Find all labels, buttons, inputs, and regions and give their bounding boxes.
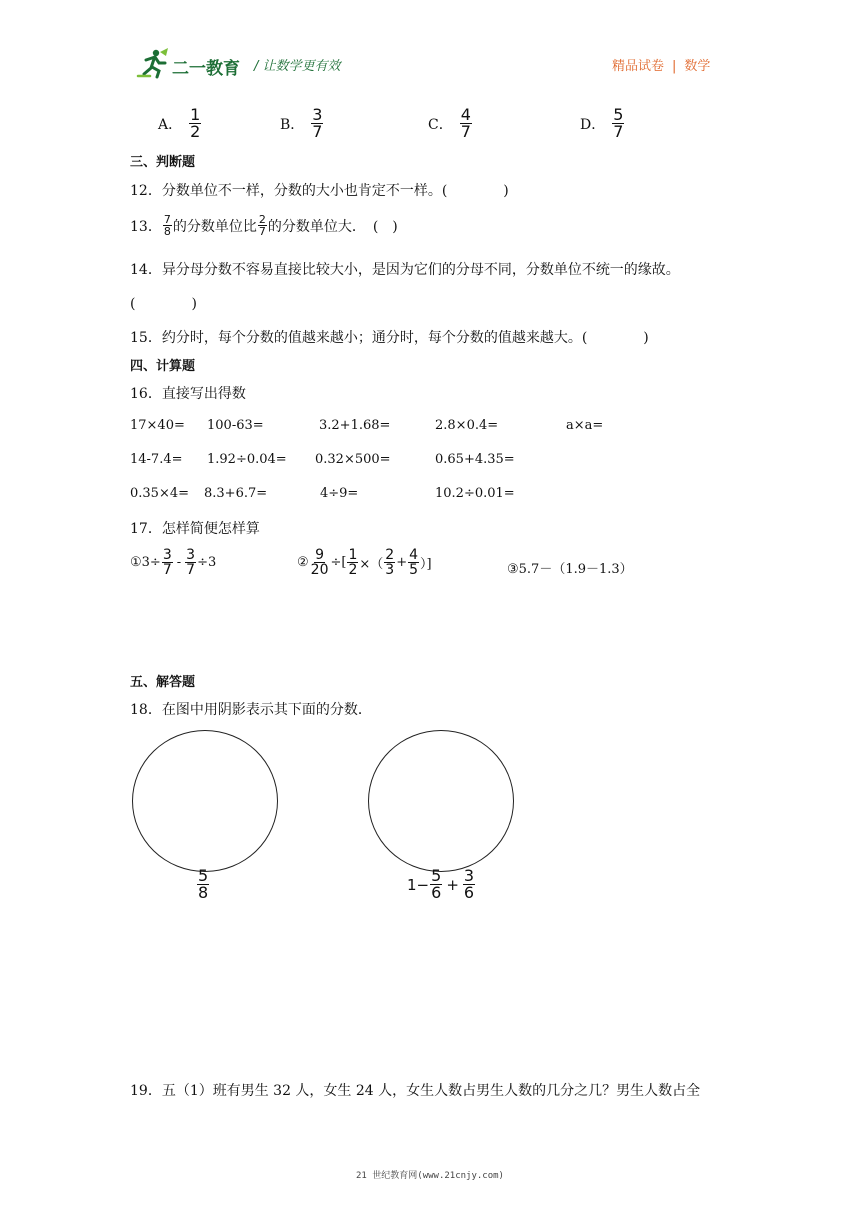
question-18: 18．在图中用阴影表示其下面的分数． <box>130 702 372 718</box>
question-15: 15．约分时，每个分数的值越来越小；通分时，每个分数的值越来越大。( ) <box>130 330 649 346</box>
option-d-label: D． <box>580 116 606 133</box>
question-13-number: 13． <box>130 218 162 235</box>
calc-item: 100-63= <box>207 418 264 433</box>
calc-item: a×a= <box>566 418 604 433</box>
circle-2-fraction-1: $\frac{5}{6}$ <box>431 866 442 902</box>
calc-item: 0.35×4= <box>130 486 190 501</box>
item-2-op-2: ×（ <box>359 557 384 572</box>
question-17-item-1 <box>130 548 216 577</box>
section-heading-answer: 五、解答题 <box>130 675 196 690</box>
circle-2-fraction-2: $\frac{3}{6}$ <box>463 866 475 902</box>
circle-2-label <box>407 868 476 901</box>
calc-item: 0.32×500= <box>315 452 391 467</box>
option-c[interactable] <box>428 107 473 140</box>
item-2-tail: ）] <box>420 557 432 572</box>
item-2-fraction-2: $\frac{1}{2}$ <box>348 547 358 578</box>
item-1-tail: ÷3 <box>197 555 217 570</box>
question-13-fraction-2: $\frac{2}{7}$ <box>258 213 266 238</box>
question-14-line-2: ( ) <box>130 296 197 312</box>
item-1-fraction-1: $\frac{3}{7}$ <box>162 547 172 578</box>
header-tag-right: 数学 <box>684 59 711 74</box>
calc-item: 4÷9= <box>320 486 359 501</box>
option-b-label: B． <box>280 116 305 133</box>
circle-1-fraction: $\frac{5}{8}$ <box>198 866 209 902</box>
circle-2-operator: + <box>446 875 459 894</box>
circle-1-label <box>196 868 210 901</box>
item-2-fraction-4: $\frac{4}{5}$ <box>409 547 419 578</box>
circle-1[interactable] <box>132 730 278 872</box>
item-1-fraction-2: $\frac{3}{7}$ <box>186 547 196 578</box>
calc-item: 2.8×0.4= <box>435 418 499 433</box>
question-13-fraction-1: $\frac{7}{8}$ <box>163 213 171 238</box>
option-c-fraction: $\frac{4}{7}$ <box>460 105 471 141</box>
header-tag-left: 精品试卷 <box>612 59 665 74</box>
question-17-item-2 <box>297 548 432 577</box>
option-a-label: A． <box>158 116 183 133</box>
calc-item: 17×40= <box>130 418 185 433</box>
question-13-middle: 的分数单位比 <box>172 218 257 235</box>
section-heading-calculation: 四、计算题 <box>130 359 196 374</box>
question-13 <box>130 214 398 237</box>
item-2-fraction-1: $\frac{9}{20}$ <box>310 547 329 578</box>
footer: 21 世纪教育网(www.21cnjy.com) <box>356 1171 504 1181</box>
item-2-op-1: ÷[ <box>330 555 347 570</box>
calc-item: 14-7.4= <box>130 452 183 467</box>
option-d-fraction: $\frac{5}{7}$ <box>613 105 624 141</box>
option-d[interactable] <box>580 107 625 140</box>
question-17: 17．怎样简便怎样算 <box>130 521 260 537</box>
circle-2-prefix: 1− <box>407 875 430 894</box>
header-separator: | <box>672 59 677 74</box>
option-a-fraction: $\frac{1}{2}$ <box>190 105 201 141</box>
question-16: 16．直接写出得数 <box>130 386 246 402</box>
option-c-label: C． <box>428 116 453 133</box>
calc-item: 1.92÷0.04= <box>207 452 287 467</box>
item-2-fraction-3: $\frac{2}{3}$ <box>385 547 395 578</box>
item-2-mark: ② <box>297 555 309 570</box>
header-tag <box>612 55 710 74</box>
circle-2[interactable] <box>368 730 514 872</box>
calc-item: 3.2+1.68= <box>319 418 391 433</box>
question-17-item-3: ③5.7－（1.9－1.3） <box>507 562 633 577</box>
question-12: 12．分数单位不一样，分数的大小也肯定不一样。( ) <box>130 183 509 199</box>
item-2-op-3: + <box>396 555 408 570</box>
question-14-line-1: 14．异分母分数不容易直接比较大小，是因为它们的分母不同，分数单位不统一的缘故。 <box>130 262 680 278</box>
item-1-prefix: ①3÷ <box>130 555 161 570</box>
question-19: 19．五（1）班有男生 32 人，女生 24 人，女生人数占男生人数的几分之几？男生人数占全 <box>130 1083 701 1099</box>
logo-icon <box>136 46 170 80</box>
item-1-operator: - <box>176 555 182 570</box>
calc-item: 10.2÷0.01= <box>435 486 515 501</box>
calc-item: 0.65+4.35= <box>435 452 515 467</box>
section-heading-judgment: 三、判断题 <box>130 155 196 170</box>
option-b-fraction: $\frac{3}{7}$ <box>312 105 323 141</box>
option-b[interactable] <box>280 107 324 140</box>
option-a[interactable] <box>158 107 202 140</box>
logo-text: 二一教育 <box>172 59 240 79</box>
slogan: / 让数学更有效 <box>254 59 341 74</box>
question-13-suffix: 的分数单位大． ( ) <box>267 218 398 235</box>
calc-item: 8.3+6.7= <box>204 486 268 501</box>
